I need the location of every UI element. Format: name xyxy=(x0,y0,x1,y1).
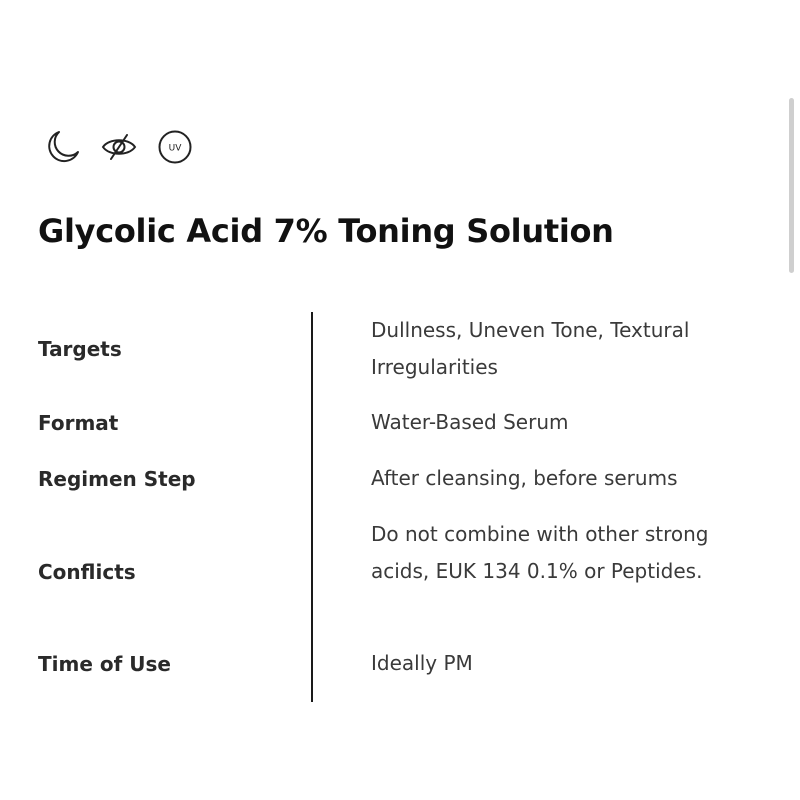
detail-row-format xyxy=(0,404,800,441)
detail-row-time-of-use xyxy=(0,645,800,682)
detail-label: Format xyxy=(38,411,119,435)
uv-icon xyxy=(156,128,194,166)
detail-value: Ideally PM xyxy=(371,651,473,675)
detail-value: Water-Based Serum xyxy=(371,410,569,434)
detail-label: Conflicts xyxy=(38,560,136,584)
eye-slash-icon xyxy=(100,128,138,166)
detail-row-regimen-step xyxy=(0,460,800,497)
product-title: Glycolic Acid 7% Toning Solution xyxy=(38,212,614,250)
detail-row-conflicts xyxy=(0,516,800,627)
detail-value: Dullness, Uneven Tone, Textural Irregularities xyxy=(371,318,690,379)
detail-value: After cleansing, before serums xyxy=(371,466,678,490)
detail-row-targets xyxy=(0,312,800,386)
detail-label: Regimen Step xyxy=(38,467,196,491)
usage-icons xyxy=(44,128,194,166)
scrollbar[interactable] xyxy=(789,98,794,273)
uv-icon-label: UV xyxy=(168,143,182,154)
detail-label: Time of Use xyxy=(38,652,171,676)
moon-icon xyxy=(44,128,82,166)
detail-label: Targets xyxy=(38,337,122,361)
detail-value: Do not combine with other strong acids, EUK 134 0.1% or Peptides. xyxy=(371,522,709,583)
